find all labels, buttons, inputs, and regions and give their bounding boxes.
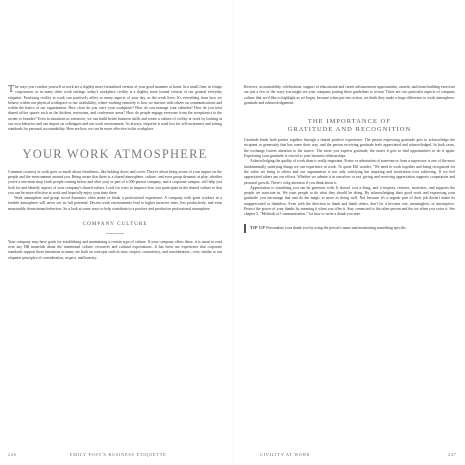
section-heading: YOUR WORK ATMOSPHERE [22,146,208,161]
left-page-number: 246 [8,452,17,457]
tip-label: TIP UP [250,225,266,230]
left-running-footer: EMILY POST'S BUSINESS ETIQUETTE [70,452,167,457]
drop-cap: T [8,84,15,95]
section-paragraph-1: Common courtesy at work goes so much about cleanliness, like holding doors and cover. They're about being aware of your impact on the people and the environment around you. Being aware that there is a shared atmosphere, culture, and even group dynamic at play, whether you're a one-man shop (with people coming below and after you) or part of a 500-person company, and a corporate campus, will help you look for and identify aspects of your company's shared culture. Look for ways to improve how you participate in the shared culture so that you can be more effective at work and hopefully enjoy your time there. [8,169,222,195]
intro-text: he ways you conduct yourself at work are a slightly more formalized version of your good manners at home. In a small firm, in a huge corporation, or in many other work settings, today's workplace civility is a slightly more formal version of our general everyday etiquette. Practicing civility at work can positively affect so many aspects of your day, as the work lives. It's everything from how we behave within our physical workspace to our availability, where working remotely is how we interact with others on communications and within the basics of our organization. How close do you carry your workplace? How do you manage your calendar? How do you treat shared office spaces such as the kitchen, restrooms, and conference areas? How do people engage everyone from the receptionist to the owner or founder? Even in situations as extensive, we can build better business skills and create a culture of civility at work by looking at our own behavior and our impact on colleagues and our work environment. As always, etiquette is used less for self-awareness and setting standards for personal accountability. Here are how we can be more effective in the workplace. [8,85,222,132]
right-paragraph-2: Acknowledging the quality of work done is really important. Praise or admiration of someone or from a supervisor is one of the most fundamentally satisfying things we can experience at work. To quote Elil wonder, "We need to work together and being recognized for the value we bring to others and our organization is not only satisfying but inspiring and motivation over achieving. If we feel appreciated others are our efforts. Whether we admire it in ourselves or not, giving and receiving appreciation supports cooperation and personal growth. There's a big attention if you think about it. [244,159,455,185]
right-page [234,0,465,465]
right-paragraph-1: Gratitude binds both parties together through a shared positive experience. The person expressing gratitude gets to acknowledge the recipient or generosity that has come their way, and the person receiving gratitude feels appreciated and acknowledged. In both cases, the exchange fosters attention to the source. The more you express gratitude, the easier it gets to find opportunities to do it again. Expressing your gratitude is crucial to your business relationships. [244,138,455,159]
right-top-paragraph: Reviews, accountability, celebrations, support of educational and career advancement opportunities, awards, and team-building exercises are just a few of the ways you might see your company putting these guidelines to action. There are two particular aspects of company culture that we'd like to highlight as we begin, because when put into action, we think they make a huge difference to work atmosphere: gratitude and acknowledgement. [244,85,455,105]
tip-text: Personalize your thank-you by using the person's name and mentioning something specific. [266,225,407,230]
section-heading-line1: THE IMPORTANCE OF [307,118,392,126]
left-page [0,0,232,465]
right-running-footer: CIVILITY AT WORK [260,452,311,457]
intro-paragraph [8,85,222,133]
right-paragraph-3: Appreciation is something you can be generous with. It doesn't cost a thing, and it inspires, restores, motivates, and supports the people we associate in. We want people to do what they should be doing. By acknowledging their good work and expressing your gratitude, you encourage that and do the magic to more as doing well. Not because it's a regular part of their job doesn't make its unappreciated or thankless. Even with the direction to thank and thank others, don't let it become rote, meaningless, or interruptive. Protect the power of your thanks by meaning it when you offer it. Stay connected to the other person and the act when you voice it. See chapter 5, "Methods of Communication," for how to write a thank-you note. [244,185,455,217]
section-paragraph-2: Work atmosphere and group social dynamics often make or break a professional experience. A company with great workers in a terrible atmosphere will never see its full potential. Decent work environments lead to higher turnover rates, less productivity, and even measurably downstream behaviors. So a look at some ways to help contribute to a positive and productive professional atmosphere. [8,196,222,211]
subsection-paragraph: Your company may have goals for establishing and maintaining a certain type of culture. If your company offers these, it is smart to read over any HR materials about the intentional culture, resources and cultural expectations. It has been our experience that corporate standards support these intentions as many are built on concepts such as trust, respect, consistency, and consideration—very similar to our etiquette principles of consideration, respect, and honesty. [8,239,222,260]
subsection-heading: COMPANY CULTURE [82,221,148,228]
section-heading-line2: GRATITUDE AND RECOGNITION [287,126,412,134]
heading-divider [106,233,124,234]
tip-callout [244,224,455,233]
right-page-number: 247 [448,452,457,457]
